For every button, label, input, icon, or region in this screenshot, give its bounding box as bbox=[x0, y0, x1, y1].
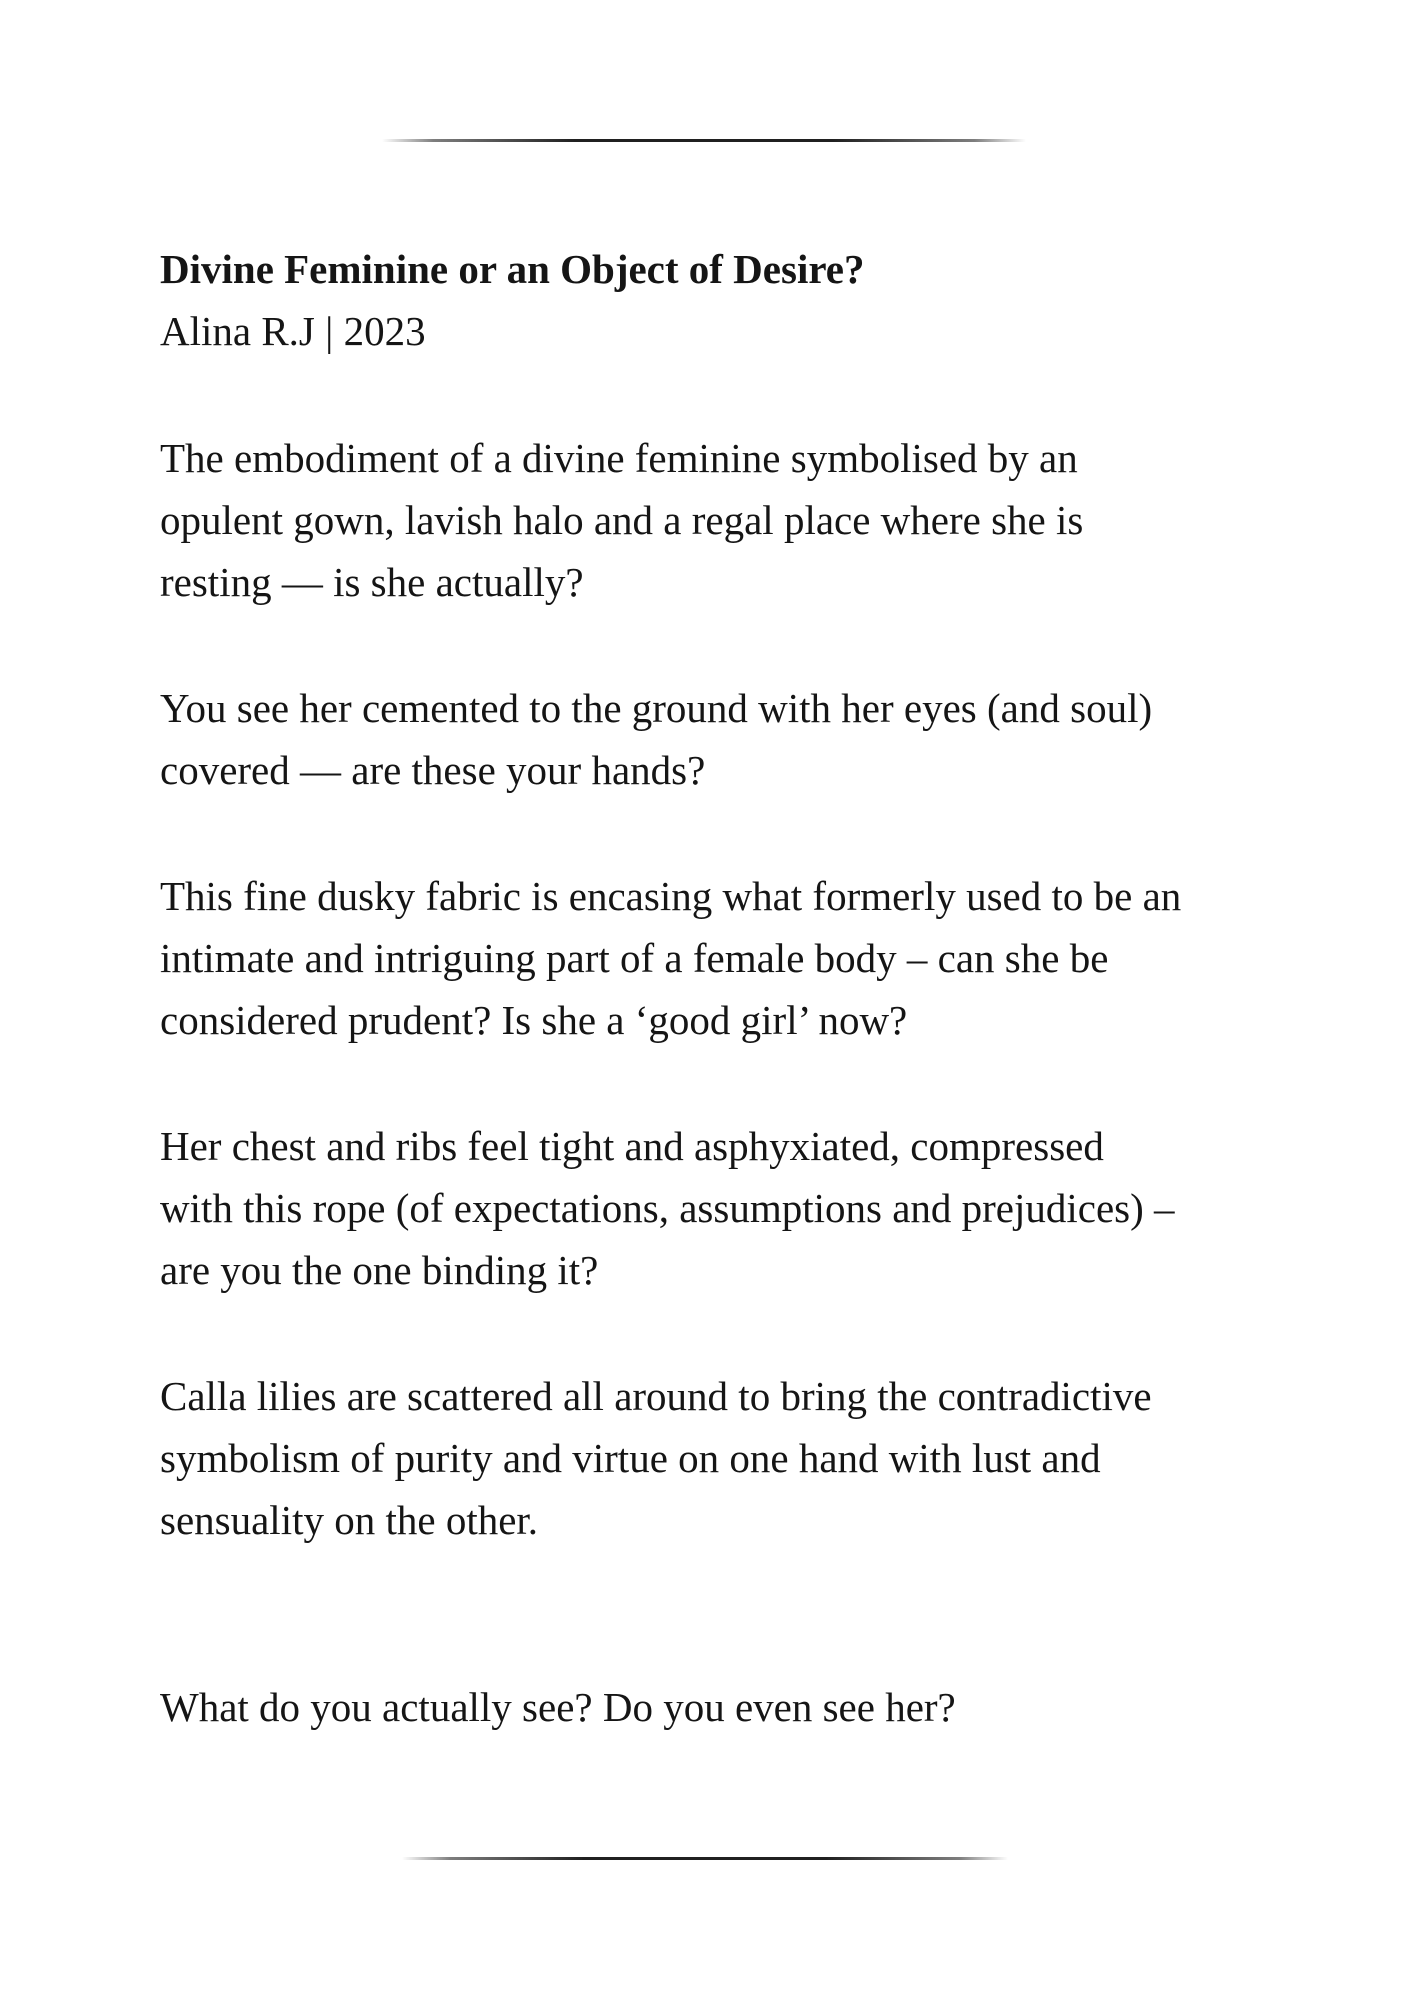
top-divider bbox=[382, 139, 1026, 142]
document-body bbox=[160, 238, 1310, 1738]
paragraph-4: Her chest and ribs feel tight and asphyxiated, compressed with this rope (of expectations, assumptions and prejudices) – are you the one binding it? bbox=[160, 1123, 1175, 1293]
bottom-divider bbox=[402, 1857, 1008, 1860]
paragraph-5: Calla lilies are scattered all around to bring the contradictive symbolism of purity and virtue on one hand with lust and sensuality on the other. bbox=[160, 1373, 1152, 1543]
paragraph-3: This fine dusky fabric is encasing what formerly used to be an intimate and intriguing part of a female body – can she be considered prudent? Is she a ‘good girl’ now? bbox=[160, 873, 1182, 1043]
author-year: Alina R.J | 2023 bbox=[160, 308, 426, 354]
closing-question: What do you actually see? Do you even see her? bbox=[160, 1684, 956, 1730]
paragraph-2: You see her cemented to the ground with her eyes (and soul) covered — are these your hands? bbox=[160, 685, 1153, 793]
document-title: Divine Feminine or an Object of Desire? bbox=[160, 246, 865, 292]
paragraph-1: The embodiment of a divine feminine symbolised by an opulent gown, lavish halo and a regal place where she is resting — is she actually? bbox=[160, 435, 1084, 605]
